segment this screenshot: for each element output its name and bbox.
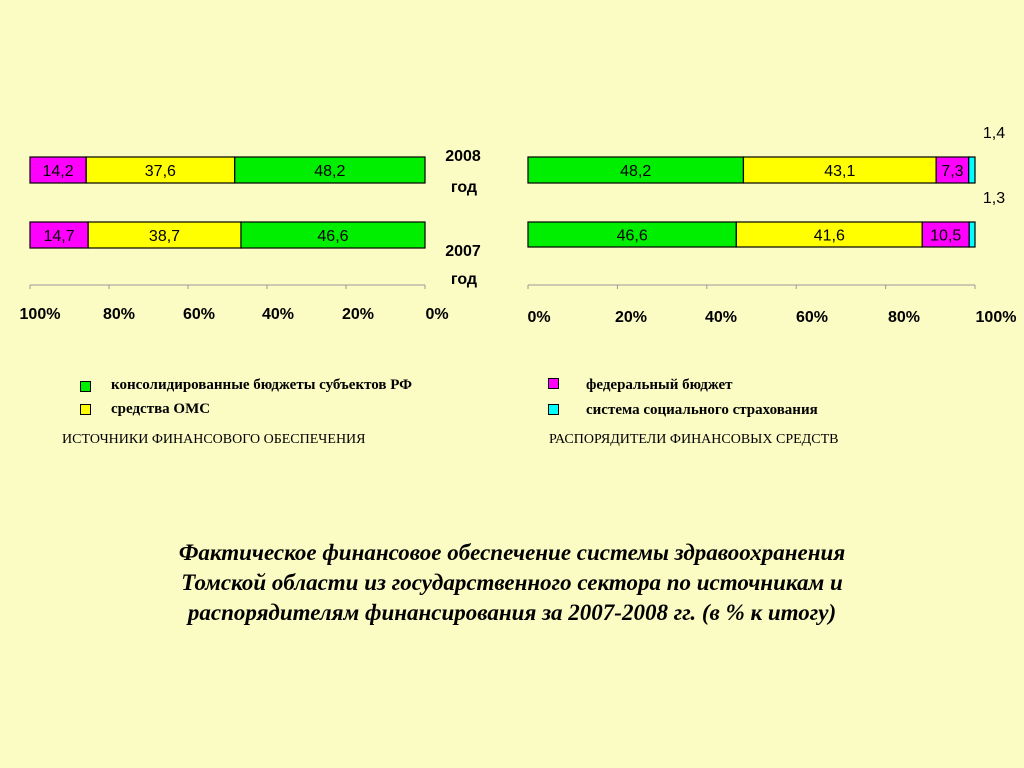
caption-managers: РАСПОРЯДИТЕЛИ ФИНАНСОВЫХ СРЕДСТВ — [549, 432, 839, 447]
year-label: 2007 — [445, 243, 481, 260]
x-tick-label: 20% — [614, 309, 648, 326]
legend-swatch-social — [548, 404, 559, 415]
bar-data-label: 7,3 — [941, 163, 964, 180]
bar-data-label: 43,1 — [824, 163, 856, 180]
caption-sources: ИСТОЧНИКИ ФИНАНСОВОГО ОБЕСПЕЧЕНИЯ — [62, 432, 366, 447]
left-chart-sources — [20, 157, 449, 323]
legend-label-federal: федеральный бюджет — [586, 377, 733, 393]
x-tick-label: 40% — [261, 306, 295, 323]
bar-segment — [969, 222, 975, 247]
bar-data-label: 48,2 — [314, 163, 346, 180]
charts-area — [0, 0, 1024, 340]
bar-data-label: 14,7 — [43, 228, 75, 245]
x-tick-label: 60% — [795, 309, 829, 326]
x-tick-label: 0% — [425, 306, 449, 323]
year-unit-label: год — [450, 179, 478, 196]
bar-data-label: 38,7 — [148, 228, 181, 245]
right-chart-managers — [527, 125, 1016, 326]
legend-swatch-oms — [80, 404, 91, 415]
x-tick-label: 80% — [102, 306, 136, 323]
x-tick-label: 100% — [19, 306, 61, 323]
bar-data-label: 14,2 — [42, 163, 74, 180]
bar-data-label: 10,5 — [930, 227, 962, 245]
title-line-2: Томской области из государственного сектора по источникам и — [181, 570, 843, 595]
legend-label-consolidated: консолидированные бюджеты субъектов РФ — [111, 377, 413, 393]
bar-data-label: 48,2 — [620, 163, 652, 180]
x-tick-label: 40% — [704, 309, 738, 326]
bar-data-label: 1,4 — [982, 125, 1006, 142]
x-tick-label: 60% — [182, 306, 216, 323]
bar-segment — [969, 157, 975, 183]
x-tick-label: 20% — [341, 306, 375, 323]
legend-swatch-federal — [548, 378, 559, 389]
x-tick-label: 80% — [887, 309, 921, 326]
year-labels — [445, 148, 481, 288]
year-label: 2008 — [445, 148, 481, 165]
x-tick-label: 0% — [527, 309, 551, 326]
title-line-1: Фактическое финансовое обеспечение системы здравоохранения — [178, 540, 846, 565]
title-line-3: распорядителям финансирования за 2007-2008 гг. (в % к итогу) — [187, 600, 837, 625]
legend-label-oms: средства ОМС — [111, 401, 211, 417]
bar-data-label: 37,6 — [144, 163, 176, 180]
bar-data-label: 41,6 — [813, 227, 845, 245]
year-unit-label: год — [450, 271, 478, 288]
bar-data-label: 46,6 — [317, 228, 349, 245]
bar-data-label: 1,3 — [982, 190, 1006, 207]
legend-swatch-consolidated — [80, 381, 91, 392]
legend-label-social: система социального страхования — [586, 402, 818, 418]
page-title — [0, 538, 1024, 628]
bar-data-label: 46,6 — [616, 227, 648, 245]
x-tick-label: 100% — [975, 309, 1017, 326]
